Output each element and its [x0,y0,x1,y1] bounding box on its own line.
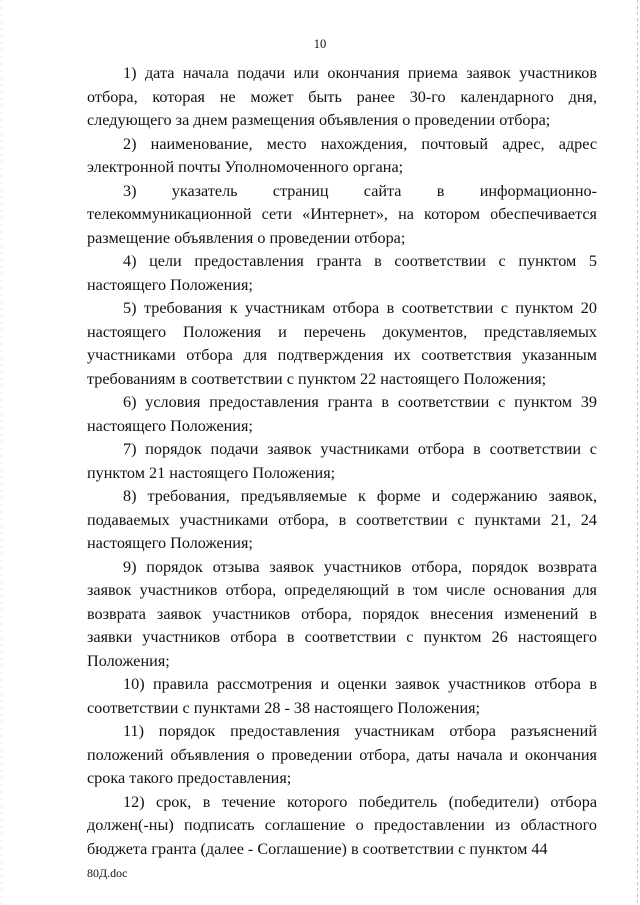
list-item-12: 12) срок, в течение которого победитель (победители) отбора должен(-ны) подписать соглашение о предоставлении из областного бюджета гранта (далее - Соглашение) в соответствии с пунктом 44 [87,792,597,858]
scan-edge-left [1,0,2,905]
list-item-2: 2) наименование, место нахождения, почтовый адрес, адрес электронной почты Уполномоченного органа; [87,134,597,176]
list-item-10: 10) правила рассмотрения и оценки заявок участников отбора в соответствии с пунктами 28 - 38 настоящего Положения; [87,675,597,717]
list-item-6: 6) условия предоставления гранта в соответствии с пунктом 39 настоящего Положения; [87,393,597,435]
list-item-9: 9) порядок отзыва заявок участников отбора, порядок возврата заявок участников отбора, определяющий в том числе основания для возврата заявок участников отбора, порядок внесения изменений в заявки участников отбора в соответствии с пунктом 26 настоящего Положения; [87,557,597,670]
list-item-4: 4) цели предоставления гранта в соответствии с пунктом 5 настоящего Положения; [87,252,597,294]
page-number: 10 [313,37,327,51]
document-body [87,62,597,861]
list-item-3: 3) указатель страниц сайта в информационно-телекоммуникационной сети «Интернет», на котором обеспечивается размещение объявления о проведении отбора; [87,181,597,247]
list-item-5: 5) требования к участникам отбора в соответствии с пунктом 20 настоящего Положения и перечень документов, представляемых участниками отбора для подтверждения их соответствия указанным требованиям в соответствии с пунктом 22 настоящего Положения; [87,299,597,388]
list-item-1: 1) дата начала подачи или окончания приема заявок участников отбора, которая не может быть ранее 30-го календарного дня, следующего за днем размещения объявления о проведении отбора; [87,64,597,129]
list-item-8: 8) требования, предъявляемые к форме и содержанию заявок, подаваемых участниками отбора, в соответствии с пунктами 21, 24 настоящего Положения; [87,487,597,552]
file-name-footer: 80Д.doc [87,866,128,880]
list-item-7: 7) порядок подачи заявок участниками отбора в соответствии с пунктом 21 настоящего Положения; [87,440,597,482]
list-item-11: 11) порядок предоставления участникам отбора разъяснений положений объявления о проведении отбора, даты начала и окончания срока такого предоставления; [87,722,597,787]
scan-edge-right [637,0,638,905]
